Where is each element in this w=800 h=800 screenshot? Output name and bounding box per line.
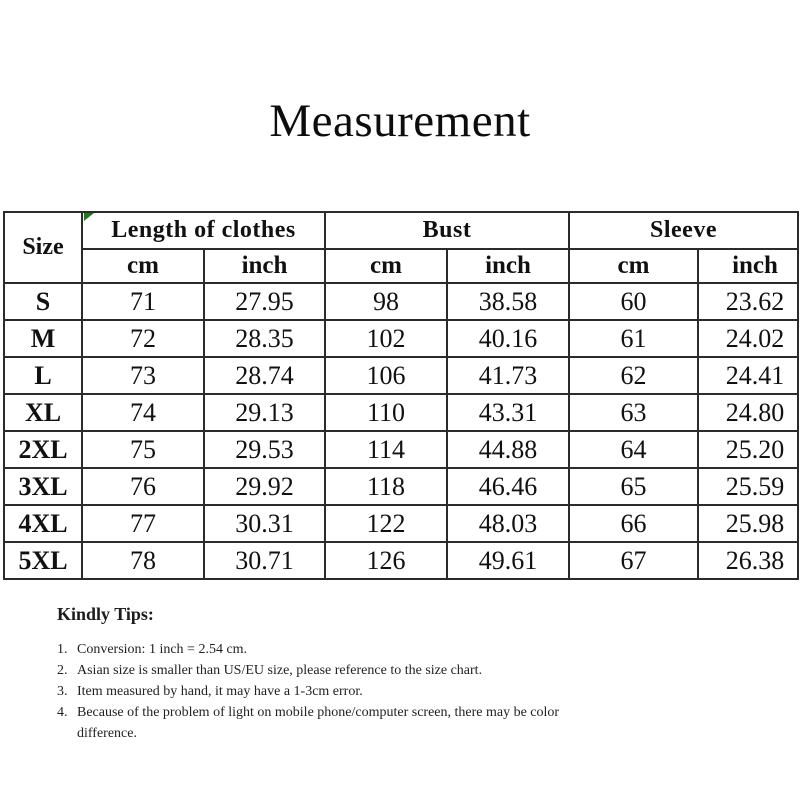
length-inch-value: 30.31	[204, 505, 325, 542]
bust-cm-value: 122	[325, 505, 447, 542]
sleeve-cm-value: 67	[569, 542, 698, 579]
unit-header-sleeve-inch: inch	[698, 249, 798, 283]
bust-cm-value: 102	[325, 320, 447, 357]
sleeve-cm-value: 61	[569, 320, 698, 357]
bust-cm-value: 106	[325, 357, 447, 394]
bust-inch-value: 48.03	[447, 505, 569, 542]
bust-inch-value: 38.58	[447, 283, 569, 320]
bust-inch-value: 44.88	[447, 431, 569, 468]
sleeve-inch-value: 25.98	[698, 505, 798, 542]
group-header-bust: Bust	[325, 212, 569, 249]
length-inch-value: 28.74	[204, 357, 325, 394]
sleeve-inch-value: 24.80	[698, 394, 798, 431]
size-label: 3XL	[4, 468, 82, 505]
tip-number: 3.	[57, 684, 68, 699]
sleeve-inch-value: 23.62	[698, 283, 798, 320]
sleeve-cm-value: 65	[569, 468, 698, 505]
sleeve-inch-value: 26.38	[698, 542, 798, 579]
page-title: Measurement	[269, 95, 531, 147]
tip-number: 1.	[57, 642, 68, 657]
length-cm-value: 75	[82, 431, 204, 468]
table-row	[4, 431, 798, 468]
tips-heading: Kindly Tips:	[57, 604, 154, 624]
tip-text: Asian size is smaller than US/EU size, please reference to the size chart.	[77, 663, 483, 678]
table-header-unit-row	[4, 249, 798, 283]
bust-inch-value: 46.46	[447, 468, 569, 505]
size-label: 5XL	[4, 542, 82, 579]
length-inch-value: 29.53	[204, 431, 325, 468]
sleeve-inch-value: 24.02	[698, 320, 798, 357]
bust-cm-value: 98	[325, 283, 447, 320]
size-chart-table	[3, 211, 799, 580]
unit-header-sleeve-cm: cm	[569, 249, 698, 283]
length-cm-value: 78	[82, 542, 204, 579]
length-cm-value: 72	[82, 320, 204, 357]
table-row	[4, 357, 798, 394]
table-row	[4, 394, 798, 431]
sleeve-cm-value: 63	[569, 394, 698, 431]
unit-header-length-inch: inch	[204, 249, 325, 283]
sleeve-inch-value: 24.41	[698, 357, 798, 394]
sleeve-cm-value: 62	[569, 357, 698, 394]
tip-item	[57, 702, 562, 744]
size-label: 2XL	[4, 431, 82, 468]
table-row	[4, 542, 798, 579]
length-inch-value: 29.13	[204, 394, 325, 431]
bust-inch-value: 40.16	[447, 320, 569, 357]
size-label: L	[4, 357, 82, 394]
length-cm-value: 73	[82, 357, 204, 394]
bust-cm-value: 110	[325, 394, 447, 431]
size-label: XL	[4, 394, 82, 431]
size-label: S	[4, 283, 82, 320]
sleeve-cm-value: 64	[569, 431, 698, 468]
unit-header-bust-cm: cm	[325, 249, 447, 283]
unit-header-length-cm: cm	[82, 249, 204, 283]
length-inch-value: 27.95	[204, 283, 325, 320]
bust-cm-value: 118	[325, 468, 447, 505]
table-header-group-row	[4, 212, 798, 249]
length-cm-value: 76	[82, 468, 204, 505]
tip-item	[57, 660, 562, 681]
bust-cm-value: 126	[325, 542, 447, 579]
bust-inch-value: 43.31	[447, 394, 569, 431]
length-cm-value: 71	[82, 283, 204, 320]
group-header-length: Length of clothes	[82, 212, 325, 249]
tip-item	[57, 639, 562, 660]
table-row	[4, 283, 798, 320]
sleeve-cm-value: 66	[569, 505, 698, 542]
sleeve-inch-value: 25.59	[698, 468, 798, 505]
tip-text: Item measured by hand, it may have a 1-3cm error.	[77, 684, 363, 699]
tip-item	[57, 681, 562, 702]
tip-number: 2.	[57, 663, 68, 678]
tip-number: 4.	[57, 705, 68, 720]
bust-inch-value: 49.61	[447, 542, 569, 579]
kindly-tips-section	[57, 604, 562, 744]
bust-cm-value: 114	[325, 431, 447, 468]
length-cm-value: 77	[82, 505, 204, 542]
table-row	[4, 505, 798, 542]
length-inch-value: 30.71	[204, 542, 325, 579]
tip-text: Because of the problem of light on mobile phone/computer screen, there may be color difference.	[77, 705, 560, 741]
size-column-header: Size	[4, 212, 82, 283]
table-row	[4, 320, 798, 357]
tip-text: Conversion: 1 inch = 2.54 cm.	[77, 642, 248, 657]
length-cm-value: 74	[82, 394, 204, 431]
group-header-sleeve: Sleeve	[569, 212, 798, 249]
bust-inch-value: 41.73	[447, 357, 569, 394]
size-label: 4XL	[4, 505, 82, 542]
unit-header-bust-inch: inch	[447, 249, 569, 283]
length-inch-value: 29.92	[204, 468, 325, 505]
size-label: M	[4, 320, 82, 357]
sleeve-cm-value: 60	[569, 283, 698, 320]
sleeve-inch-value: 25.20	[698, 431, 798, 468]
length-inch-value: 28.35	[204, 320, 325, 357]
table-row	[4, 468, 798, 505]
